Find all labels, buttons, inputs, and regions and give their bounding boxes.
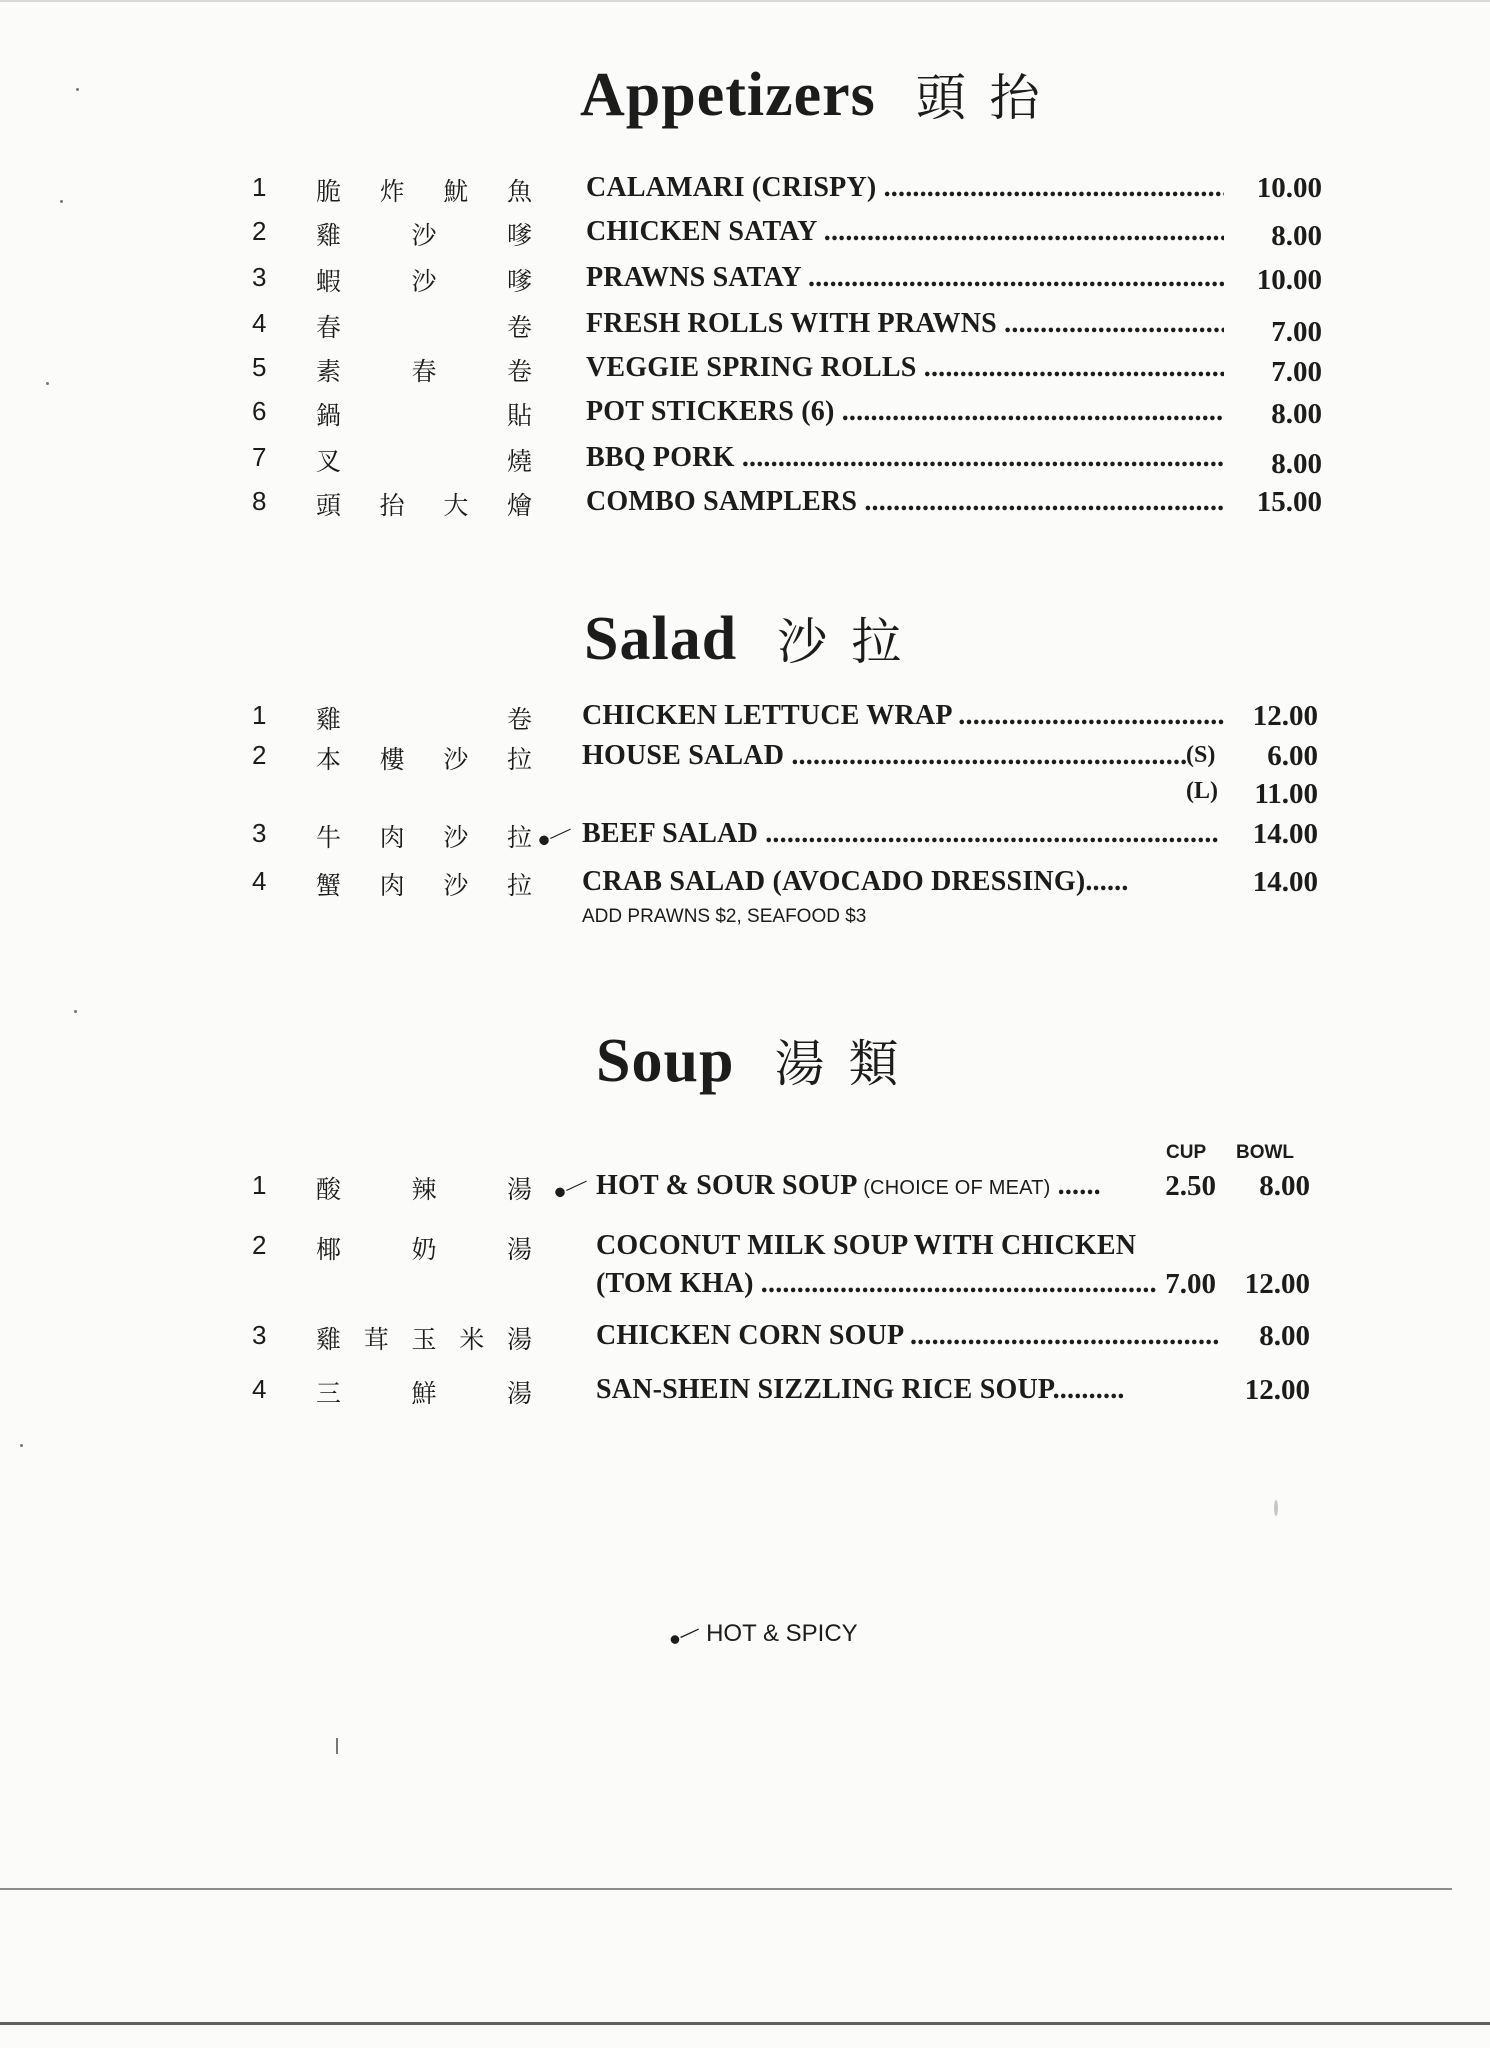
item-name-zh: 雞 卷 xyxy=(316,707,532,734)
item-name-zh: 素 春 卷 xyxy=(316,359,532,386)
soup-title-zh: 湯類 xyxy=(774,1036,923,1092)
soup-heading xyxy=(0,1024,1490,1097)
item-name-zh: 椰 奶 湯 xyxy=(316,1237,532,1264)
item-name: FRESH ROLLS WITH PRAWNS ..... xyxy=(586,308,1224,340)
item-cup-price: 2.50 xyxy=(1165,1170,1216,1202)
item-cup-price: 7.00 xyxy=(1165,1268,1216,1300)
item-add-on-note: ADD PRAWNS $2, SEAFOOD $3 xyxy=(582,906,867,927)
item-name: PRAWNS SATAY ..... xyxy=(586,262,1224,294)
list-item xyxy=(0,740,1490,780)
scan-speck xyxy=(46,382,49,385)
scan-speck xyxy=(76,88,79,91)
list-item xyxy=(0,396,1490,436)
item-price: 8.00 xyxy=(1271,220,1322,252)
item-number: 8 xyxy=(252,486,267,516)
soup-title: Soup xyxy=(596,1027,735,1095)
item-name-zh: 蟹 肉 沙 拉 xyxy=(316,873,532,900)
item-name: HOT & SOUR SOUP (CHOICE OF MEAT) ...... xyxy=(596,1170,1101,1201)
item-name-zh: 雞 沙 嗲 xyxy=(316,223,532,250)
item-number: 3 xyxy=(252,1320,267,1350)
scan-speck xyxy=(74,1010,77,1013)
list-item xyxy=(0,486,1490,526)
appetizers-title-zh: 頭抬 xyxy=(915,70,1064,126)
item-name: HOUSE SALAD ..... xyxy=(582,740,1186,772)
item-number: 4 xyxy=(252,308,267,338)
size-small-label: (S) xyxy=(1186,742,1216,768)
item-name-zh: 牛 肉 沙 拉 xyxy=(316,825,532,852)
item-name: VEGGIE SPRING ROLLS ..... xyxy=(586,352,1224,384)
list-item xyxy=(0,216,1490,256)
cup-column-header: CUP xyxy=(1166,1142,1207,1163)
item-number: 1 xyxy=(252,1170,267,1200)
item-name: CALAMARI (CRISPY) ..... xyxy=(586,172,1224,204)
list-item xyxy=(0,1320,1490,1360)
item-number: 1 xyxy=(252,700,267,730)
item-name: BEEF SALAD ..... xyxy=(582,818,1220,850)
item-name-zh: 蝦 沙 嗲 xyxy=(316,269,532,296)
item-name-zh: 鍋 貼 xyxy=(316,403,532,430)
item-price: 7.00 xyxy=(1271,316,1322,348)
chili-pepper-icon: ●— xyxy=(532,815,575,854)
bowl-column-header: BOWL xyxy=(1236,1142,1295,1163)
item-price-large: 11.00 xyxy=(1254,778,1318,810)
item-name-zh: 三 鮮 湯 xyxy=(316,1381,532,1408)
item-bowl-price: 12.00 xyxy=(1244,1374,1310,1406)
item-name: POT STICKERS (6) ..... xyxy=(586,396,1224,428)
salad-heading xyxy=(0,602,1490,675)
item-price: 8.00 xyxy=(1271,448,1322,480)
item-name-zh: 春 卷 xyxy=(316,315,532,342)
size-large-label: (L) xyxy=(1186,778,1218,804)
item-price: 15.00 xyxy=(1256,486,1322,518)
item-number: 5 xyxy=(252,352,267,382)
list-item-size-large xyxy=(0,778,1490,818)
item-name-zh: 雞 茸 玉 米 湯 xyxy=(316,1327,532,1354)
list-item xyxy=(0,866,1490,906)
list-item xyxy=(0,1167,1490,1210)
item-name: CHICKEN LETTUCE WRAP ..... xyxy=(582,700,1224,732)
item-name: COCONUT MILK SOUP WITH CHICKEN xyxy=(596,1230,1137,1261)
salad-title-zh: 沙拉 xyxy=(777,614,926,670)
item-bowl-price: 12.00 xyxy=(1244,1268,1310,1300)
item-name: CHICKEN CORN SOUP ..... xyxy=(596,1320,1220,1352)
item-bowl-price: 8.00 xyxy=(1259,1320,1310,1352)
item-name-zh: 頭 抬 大 燴 xyxy=(316,493,532,520)
item-price: 14.00 xyxy=(1252,818,1318,850)
item-bowl-price: 8.00 xyxy=(1259,1170,1310,1202)
scan-bottom-line xyxy=(0,2022,1490,2025)
list-item-continued xyxy=(0,1268,1490,1308)
item-number: 7 xyxy=(252,442,267,472)
list-item xyxy=(0,262,1490,302)
scan-speck xyxy=(60,200,63,203)
salad-title: Salad xyxy=(584,605,738,673)
item-number: 2 xyxy=(252,216,267,246)
item-name-zh: 脆 炸 魷 魚 xyxy=(316,179,532,206)
page-top-edge xyxy=(0,0,1490,2)
item-number: 3 xyxy=(252,818,267,848)
item-price: 10.00 xyxy=(1256,264,1322,296)
item-number: 1 xyxy=(252,172,267,202)
item-price: 14.00 xyxy=(1252,866,1318,898)
list-item xyxy=(0,700,1490,740)
list-item xyxy=(0,172,1490,212)
item-name-zh: 叉 燒 xyxy=(316,449,532,476)
list-item xyxy=(0,352,1490,392)
list-item xyxy=(0,1230,1490,1270)
item-number: 4 xyxy=(252,866,267,896)
scan-speck xyxy=(20,1444,23,1447)
item-name-zh: 本 樓 沙 拉 xyxy=(316,747,532,774)
item-number: 4 xyxy=(252,1374,267,1404)
appetizers-title: Appetizers xyxy=(580,61,876,129)
chili-pepper-icon: ●— xyxy=(664,1618,704,1652)
item-name: COMBO SAMPLERS ..... xyxy=(586,486,1224,518)
list-item xyxy=(0,815,1490,858)
item-name: SAN-SHEIN SIZZLING RICE SOUP.......... xyxy=(596,1374,1125,1405)
item-price: 8.00 xyxy=(1271,398,1322,430)
item-price: 7.00 xyxy=(1271,356,1322,388)
item-name: CHICKEN SATAY ..... xyxy=(586,216,1224,248)
list-item xyxy=(0,308,1490,348)
scan-divider-line xyxy=(0,1888,1452,1890)
item-name: CRAB SALAD (AVOCADO DRESSING)...... xyxy=(582,866,1129,897)
item-number: 6 xyxy=(252,396,267,426)
item-price: 12.00 xyxy=(1252,700,1318,732)
scan-speck xyxy=(1274,1500,1278,1516)
item-number: 2 xyxy=(252,1230,267,1260)
item-price: 10.00 xyxy=(1256,172,1322,204)
item-number: 2 xyxy=(252,740,267,770)
item-price: 6.00 xyxy=(1267,740,1318,772)
appetizers-heading xyxy=(0,58,1490,131)
scan-speck xyxy=(336,1738,338,1754)
item-name-line2: (TOM KHA) ..... xyxy=(596,1268,1156,1300)
item-name: BBQ PORK ..... xyxy=(586,442,1224,474)
list-item xyxy=(0,1374,1490,1414)
chili-pepper-icon: ●— xyxy=(548,1167,591,1206)
legend-label: HOT & SPICY xyxy=(706,1620,858,1647)
item-number: 3 xyxy=(252,262,267,292)
list-item xyxy=(0,442,1490,482)
item-name-zh: 酸 辣 湯 xyxy=(316,1177,532,1204)
hot-spicy-legend xyxy=(664,1618,858,1652)
